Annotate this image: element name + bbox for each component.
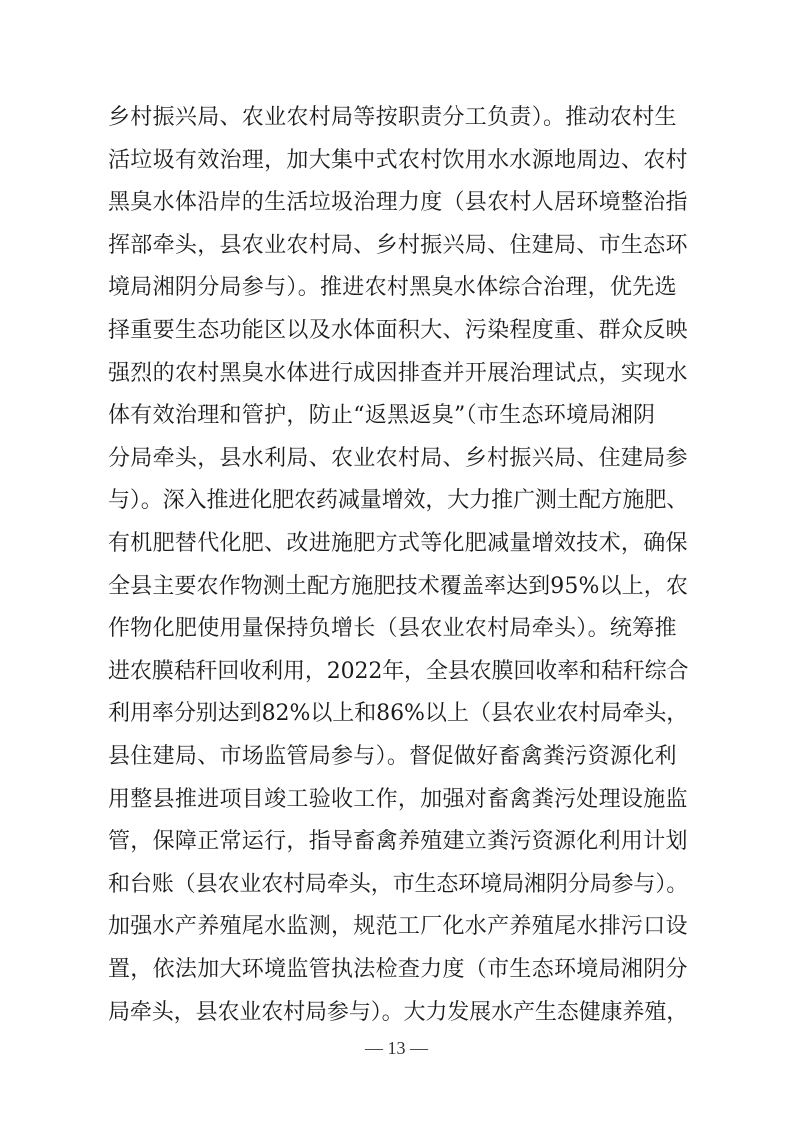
paragraph-line: 择重要生态功能区以及水体面积大、污染程度重、群众反映 (108, 318, 688, 343)
paragraph-line: 分局牵头，县水利局、农业农村局、乡村振兴局、住建局参 (108, 445, 688, 471)
paragraph-line: 作物化肥使用量保持负增长（县农业农村局牵头）。统筹推 (108, 616, 677, 642)
page-number: — 13 — (365, 1038, 428, 1058)
paragraph-line: 加强水产养殖尾水监测，规范工厂化水产养殖尾水排污口设 (108, 914, 688, 940)
paragraph-line: 体有效治理和管护，防止“返黑返臭”（市生态环境局湘阴 (108, 403, 656, 429)
paragraph-line: 用整县推进项目竣工验收工作，加强对畜禽粪污处理设施监 (108, 786, 688, 812)
paragraph-line: 局牵头，县农业农村局参与）。大力发展水产生态健康养殖， (108, 999, 689, 1025)
paragraph-line: 和台账（县农业农村局牵头，市生态环境局湘阴分局参与）。 (108, 871, 689, 897)
paragraph-line: 全县主要农作物测土配方施肥技术覆盖率达到95%以上，农 (108, 573, 689, 599)
paragraph-line: 强烈的农村黑臭水体进行成因排查并开展治理试点，实现水 (108, 360, 688, 386)
paragraph-line: 县住建局、市场监管局参与）。督促做好畜禽粪污资源化利 (108, 744, 677, 769)
paragraph-line: 置，依法加大环境监管执法检查力度（市生态环境局湘阴分 (108, 957, 688, 982)
paragraph-line: 境局湘阴分局参与）。推进农村黑臭水体综合治理，优先选 (108, 275, 677, 301)
paragraph-line: 活垃圾有效治理，加大集中式农村饮用水水源地周边、农村 (108, 147, 688, 173)
paragraph-line: 有机肥替代化肥、改进施肥方式等化肥减量增效技术，确保 (108, 531, 688, 556)
paragraph-line: 进农膜秸秆回收利用，2022年，全县农膜回收率和秸秆综合 (108, 658, 689, 684)
paragraph-line: 黑臭水体沿岸的生活垃圾治理力度（县农村人居环境整治指 (108, 190, 688, 216)
paragraph-line: 利用率分别达到82%以上和86%以上（县农业农村局牵头， (108, 701, 689, 727)
paragraph-line: 乡村振兴局、农业农村局等按职责分工负责）。推动农村生 (108, 105, 677, 130)
paragraph-line: 管，保障正常运行，指导畜禽养殖建立粪污资源化利用计划 (108, 829, 688, 855)
paragraph-line: 与）。深入推进化肥农药减量增效，大力推广测土配方施肥、 (108, 488, 689, 514)
paragraph-line: 挥部牵头，县农业农村局、乡村振兴局、住建局、市生态环 (108, 232, 688, 258)
